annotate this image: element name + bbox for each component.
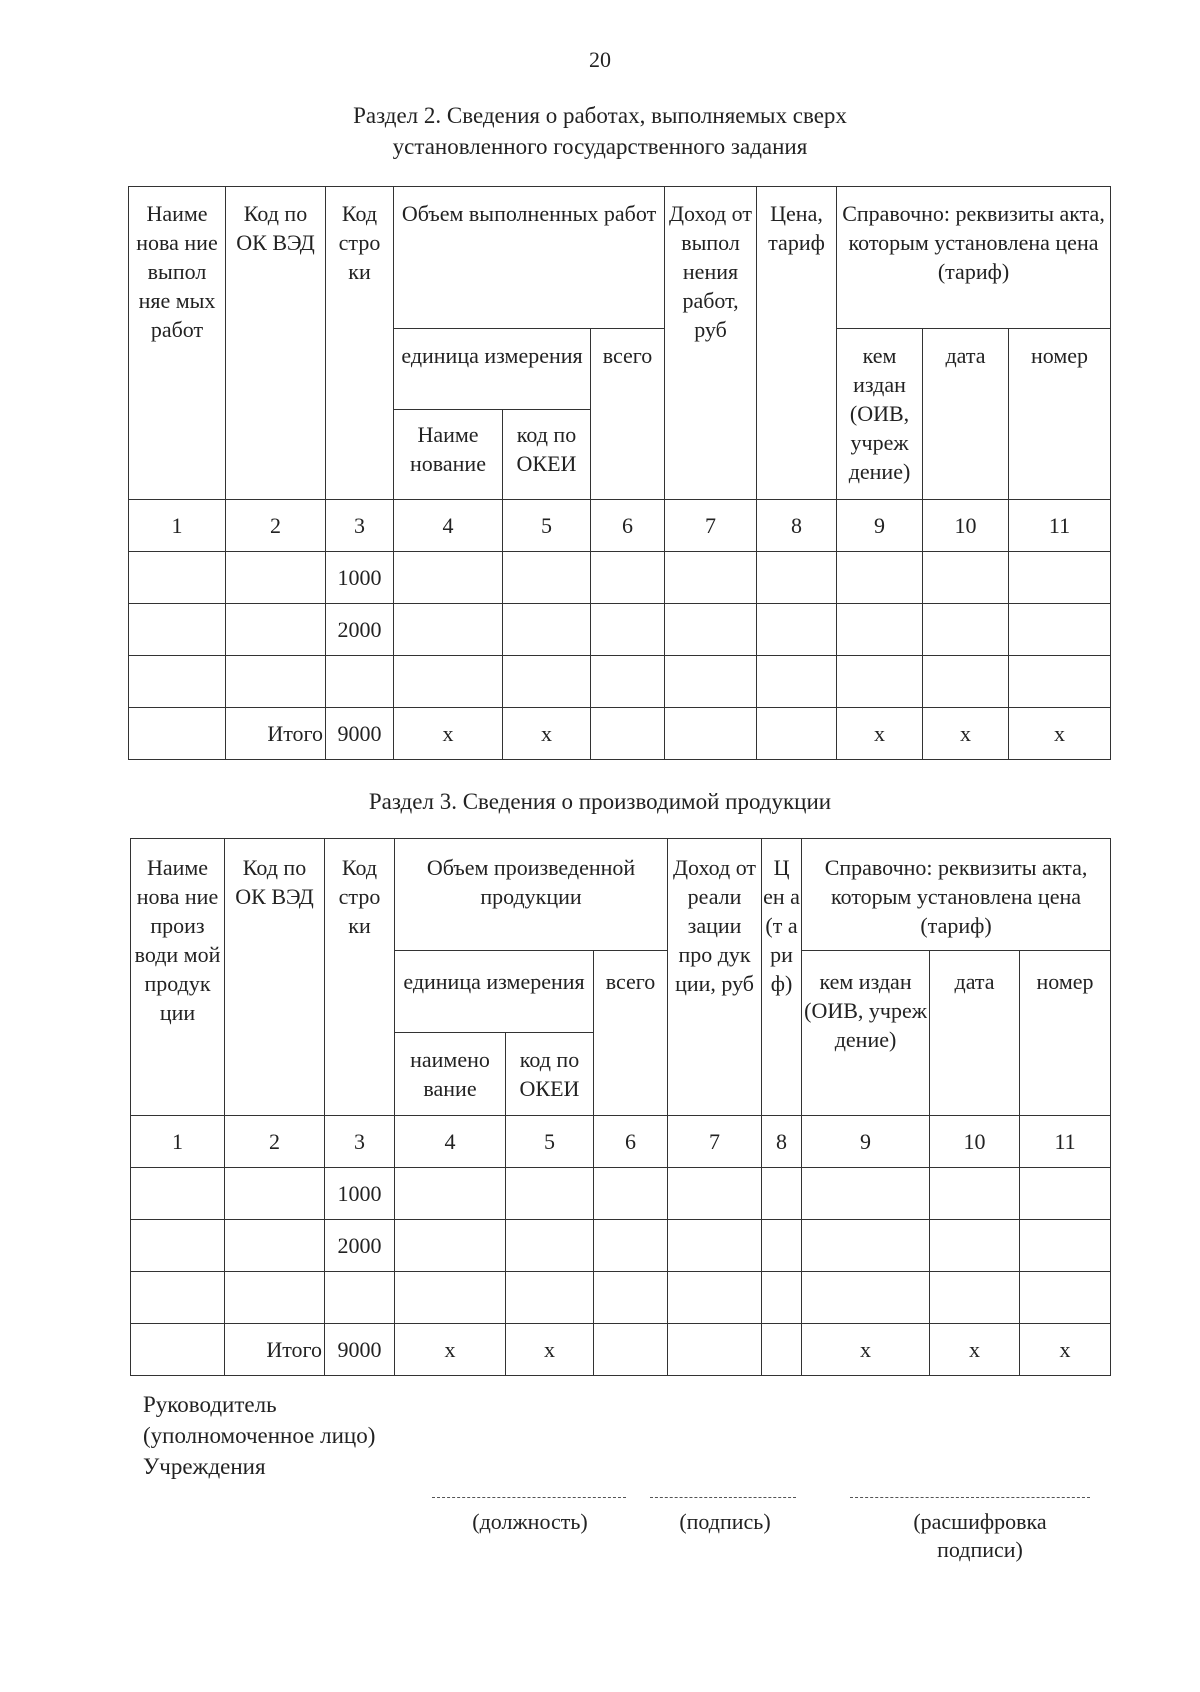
s3-colnum-1: 1: [131, 1116, 225, 1168]
s2-h-income: Доход от выпол нения работ, руб: [665, 187, 757, 500]
s2-colnum-9: 9: [837, 500, 923, 552]
s2-r3-c7[interactable]: [665, 656, 757, 708]
s2-r1-c4[interactable]: [394, 552, 503, 604]
s3-r3-label: [225, 1272, 325, 1324]
s3-total-code: 9000: [325, 1324, 395, 1376]
s2-h-name: Наиме нова ние выпол няе мых работ: [129, 187, 226, 500]
s3-r1-c9[interactable]: [802, 1168, 930, 1220]
s3-r3-c7[interactable]: [668, 1272, 762, 1324]
s3-r2-label: [225, 1220, 325, 1272]
section3-table: [130, 838, 1111, 1376]
s2-r2-c7[interactable]: [665, 604, 757, 656]
signatory-line1: Руководитель: [143, 1392, 277, 1417]
s2-colnum-11: 11: [1009, 500, 1111, 552]
s2-r1-code: 1000: [326, 552, 394, 604]
s3-r3-name[interactable]: [131, 1272, 225, 1324]
s2-total-c9: х: [837, 708, 923, 760]
s3-total-c9: х: [802, 1324, 930, 1376]
s3-colnum-8: 8: [762, 1116, 802, 1168]
table-row: [129, 552, 1111, 604]
s2-r2-c11[interactable]: [1009, 604, 1111, 656]
s2-r3-c11[interactable]: [1009, 656, 1111, 708]
s3-r3-c11[interactable]: [1020, 1272, 1111, 1324]
s2-h-date: дата: [923, 329, 1009, 500]
s2-r3-c4[interactable]: [394, 656, 503, 708]
s3-r2-c6[interactable]: [594, 1220, 668, 1272]
s3-colnum-11: 11: [1020, 1116, 1111, 1168]
s2-h-line-code: Код стро ки: [326, 187, 394, 500]
s3-r1-code: 1000: [325, 1168, 395, 1220]
s2-r2-label: [226, 604, 326, 656]
s2-r2-c8[interactable]: [757, 604, 837, 656]
s2-colnum-6: 6: [591, 500, 665, 552]
s2-colnum-4: 4: [394, 500, 503, 552]
decoding-caption: (расшифровка подписи): [913, 1509, 1047, 1562]
table-row-total: [129, 708, 1111, 760]
signatory-line3: Учреждения: [143, 1454, 266, 1479]
signatory-label: [143, 1389, 375, 1482]
decoding-line[interactable]: [850, 1497, 1090, 1498]
s2-total-c6[interactable]: [591, 708, 665, 760]
s2-r3-name[interactable]: [129, 656, 226, 708]
s3-r2-c4[interactable]: [395, 1220, 506, 1272]
s3-r1-c6[interactable]: [594, 1168, 668, 1220]
s3-r3-c6[interactable]: [594, 1272, 668, 1324]
s2-r2-c5[interactable]: [503, 604, 591, 656]
s2-r3-c5[interactable]: [503, 656, 591, 708]
s2-total-code: 9000: [326, 708, 394, 760]
page-number: 20: [589, 47, 611, 72]
s3-h-unit-name: наимено вание: [395, 1033, 506, 1116]
s3-r2-c10[interactable]: [930, 1220, 1020, 1272]
s2-h-number: номер: [1009, 329, 1111, 500]
s2-h-okved: Код по ОК ВЭД: [226, 187, 326, 500]
s3-colnum-7: 7: [668, 1116, 762, 1168]
table-row: [131, 1220, 1111, 1272]
s3-h-date: дата: [930, 951, 1020, 1116]
s2-colnum-5: 5: [503, 500, 591, 552]
section2-table: [128, 186, 1111, 760]
s2-colnum-10: 10: [923, 500, 1009, 552]
position-line[interactable]: [432, 1497, 626, 1498]
position-caption: (должность): [472, 1509, 588, 1534]
s2-r2-c10[interactable]: [923, 604, 1009, 656]
s3-r3-c4[interactable]: [395, 1272, 506, 1324]
s3-total-c4: х: [395, 1324, 506, 1376]
s3-h-unit: единица измерения: [395, 951, 594, 1033]
s3-total-c6[interactable]: [594, 1324, 668, 1376]
s2-colnum-8: 8: [757, 500, 837, 552]
s3-r2-c7[interactable]: [668, 1220, 762, 1272]
s2-r1-label: [226, 552, 326, 604]
section3-title: Раздел 3. Сведения о производимой продукции: [368, 789, 832, 814]
s2-total-c7[interactable]: [665, 708, 757, 760]
s3-colnum-2: 2: [225, 1116, 325, 1168]
s3-r3-code: [325, 1272, 395, 1324]
s2-r1-c6[interactable]: [591, 552, 665, 604]
s3-r1-c7[interactable]: [668, 1168, 762, 1220]
table-row: [129, 604, 1111, 656]
s3-r3-c8[interactable]: [762, 1272, 802, 1324]
s3-h-volume: Объем произведенной продукции: [395, 839, 668, 951]
s3-r3-c9[interactable]: [802, 1272, 930, 1324]
s2-h-okei: код по ОКЕИ: [503, 410, 591, 500]
s2-r1-c8[interactable]: [757, 552, 837, 604]
s3-h-line-code: Код стро ки: [325, 839, 395, 1116]
s2-colnum-1: 1: [129, 500, 226, 552]
s2-r2-name[interactable]: [129, 604, 226, 656]
s2-colnum-2: 2: [226, 500, 326, 552]
s2-r3-c6[interactable]: [591, 656, 665, 708]
s2-r1-c10[interactable]: [923, 552, 1009, 604]
s2-r2-c4[interactable]: [394, 604, 503, 656]
s2-h-total: всего: [591, 329, 665, 500]
s2-total-c10: х: [923, 708, 1009, 760]
s2-r2-c6[interactable]: [591, 604, 665, 656]
s3-r2-c9[interactable]: [802, 1220, 930, 1272]
s3-h-name: Наиме нова ние произ води мой продук ции: [131, 839, 225, 1116]
signature-line[interactable]: [650, 1497, 796, 1498]
s3-colnum-3: 3: [325, 1116, 395, 1168]
s3-h-reference: Справочно: реквизиты акта, которым установлена цена (тариф): [802, 839, 1111, 951]
s2-r3-label: [226, 656, 326, 708]
s2-r2-code: 2000: [326, 604, 394, 656]
signatory-line2: (уполномоченное лицо): [143, 1423, 376, 1448]
s3-h-number: номер: [1020, 951, 1111, 1116]
s2-r3-c8[interactable]: [757, 656, 837, 708]
s3-h-okved: Код по ОК ВЭД: [225, 839, 325, 1116]
s2-r1-name[interactable]: [129, 552, 226, 604]
s2-h-unit-name: Наиме нование: [394, 410, 503, 500]
s2-r1-c9[interactable]: [837, 552, 923, 604]
s3-r3-c10[interactable]: [930, 1272, 1020, 1324]
s2-colnum-7: 7: [665, 500, 757, 552]
s3-r1-c10[interactable]: [930, 1168, 1020, 1220]
s3-total-name: [131, 1324, 225, 1376]
s3-r2-c11[interactable]: [1020, 1220, 1111, 1272]
s2-total-label: Итого: [226, 708, 326, 760]
s3-colnum-5: 5: [506, 1116, 594, 1168]
s2-h-volume: Объем выполненных работ: [394, 187, 665, 329]
s2-total-c4: х: [394, 708, 503, 760]
s3-total-c8[interactable]: [762, 1324, 802, 1376]
s3-colnum-10: 10: [930, 1116, 1020, 1168]
signature-caption: (подпись): [679, 1509, 771, 1534]
s3-total-label: Итого: [225, 1324, 325, 1376]
s3-colnum-6: 6: [594, 1116, 668, 1168]
s3-colnum-4: 4: [395, 1116, 506, 1168]
s3-h-issuer: кем издан (ОИВ, учреж дение): [802, 951, 930, 1116]
s2-r2-c9[interactable]: [837, 604, 923, 656]
s3-r2-name[interactable]: [131, 1220, 225, 1272]
s2-h-price: Цена, тариф: [757, 187, 837, 500]
s3-r1-name[interactable]: [131, 1168, 225, 1220]
section2-title-line1: Раздел 2. Сведения о работах, выполняемых сверх: [353, 103, 847, 128]
section2-title-line2: установленного государственного задания: [392, 134, 808, 159]
s3-r1-c8[interactable]: [762, 1168, 802, 1220]
s3-r2-c8[interactable]: [762, 1220, 802, 1272]
s3-r3-c5[interactable]: [506, 1272, 594, 1324]
s2-h-reference: Справочно: реквизиты акта, которым установлена цена (тариф): [837, 187, 1111, 329]
s3-h-total: всего: [594, 951, 668, 1116]
s2-h-unit: единица измерения: [394, 329, 591, 410]
s3-r1-c4[interactable]: [395, 1168, 506, 1220]
s3-total-c11: х: [1020, 1324, 1111, 1376]
s3-total-c10: х: [930, 1324, 1020, 1376]
s3-h-income: Доход от реали зации про дук ции, руб: [668, 839, 762, 1116]
s2-r1-c5[interactable]: [503, 552, 591, 604]
s2-r3-code: [326, 656, 394, 708]
table-row-total: [131, 1324, 1111, 1376]
s2-r3-c10[interactable]: [923, 656, 1009, 708]
s3-r1-c5[interactable]: [506, 1168, 594, 1220]
table-row: [129, 656, 1111, 708]
s3-r1-c11[interactable]: [1020, 1168, 1111, 1220]
s3-total-c7[interactable]: [668, 1324, 762, 1376]
s2-r1-c11[interactable]: [1009, 552, 1111, 604]
s3-colnum-9: 9: [802, 1116, 930, 1168]
s3-r2-code: 2000: [325, 1220, 395, 1272]
s2-total-name: [129, 708, 226, 760]
s2-r1-c7[interactable]: [665, 552, 757, 604]
section2-title: [0, 100, 1200, 162]
s2-total-c11: х: [1009, 708, 1111, 760]
s3-r1-label: [225, 1168, 325, 1220]
s3-r2-c5[interactable]: [506, 1220, 594, 1272]
s2-colnum-3: 3: [326, 500, 394, 552]
s2-total-c8[interactable]: [757, 708, 837, 760]
s3-h-price: Ц ен а (т а ри ф): [762, 839, 802, 1116]
s2-total-c5: х: [503, 708, 591, 760]
s2-h-issuer: кем издан (ОИВ, учреж дение): [837, 329, 923, 500]
s3-h-okei: код по ОКЕИ: [506, 1033, 594, 1116]
table-row: [131, 1272, 1111, 1324]
table-row: [131, 1168, 1111, 1220]
s3-total-c5: х: [506, 1324, 594, 1376]
s2-r3-c9[interactable]: [837, 656, 923, 708]
